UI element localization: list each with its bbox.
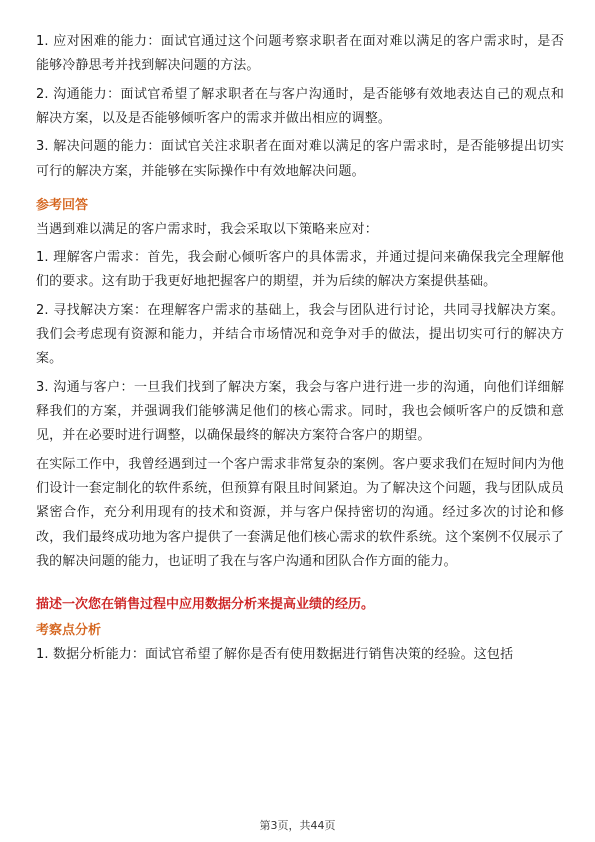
interview-point-1: 1. 应对困难的能力：面试官通过这个问题考察求职者在面对难以满足的客户需求时，是否能够冷静思考并找到解决问题的方法。 [36, 34, 564, 74]
answer-intro: 当遇到难以满足的客户需求时，我会采取以下策略来应对： [36, 221, 378, 237]
answer-step-3: 3. 沟通与客户：一旦我们找到了解决方案，我会与客户进行进一步的沟通，向他们详细解释我们的方案，并强调我们能够满足他们的核心需求。同时，我也会倾听客户的反馈和意见，并在必要时进行调整，以确保最终的解决方案符合客户的期望。 [36, 379, 564, 444]
answer-heading: 参考回答 [36, 197, 89, 213]
analysis-heading: 考察点分析 [36, 622, 102, 638]
answer-step-2: 2. 寻找解决方案：在理解客户需求的基础上，我会与团队进行讨论，共同寻找解决方案。我们会考虑现有资源和能力，并结合市场情况和竞争对手的做法，提出切实可行的解决方案。 [36, 302, 564, 367]
interview-point-3: 3. 解决问题的能力：面试官关注求职者在面对难以满足的客户需求时，是否能够提出切实可行的解决方案，并能够在实际操作中有效地解决问题。 [36, 139, 564, 179]
answer-step-1: 1. 理解客户需求：首先，我会耐心倾听客户的具体需求，并通过提问来确保我完全理解他们的要求。这有助于我更好地把握客户的期望，并为后续的解决方案提供基础。 [36, 250, 564, 290]
interview-point-2: 2. 沟通能力：面试官希望了解求职者在与客户沟通时，是否能够有效地表达自己的观点和解决方案，以及是否能够倾听客户的需求并做出相应的调整。 [36, 86, 564, 127]
answer-example: 在实际工作中，我曾经遇到过一个客户需求非常复杂的案例。客户要求我们在短时间内为他们设计一套定制化的软件系统，但预算有限且时间紧迫。为了解决这个问题，我与团队成员紧密合作，充分利用现有的技术和资源，并与客户保持密切的沟通。经过多次的讨论和修改，我们最终成功地为客户提供了一套满足他们核心需求的软件系统。这个案例不仅展示了我的解决问题的能力，也证明了我在与客户沟通和团队合作方面的能力。 [36, 456, 564, 570]
page-footer: 第3页，共44页 [259, 819, 336, 832]
next-question-title: 描述一次您在销售过程中应用数据分析来提高业绩的经历。 [36, 596, 375, 612]
page-content [36, 30, 564, 671]
analysis-point-1: 1. 数据分析能力：面试官希望了解你是否有使用数据进行销售决策的经验。这包括 [36, 646, 514, 662]
